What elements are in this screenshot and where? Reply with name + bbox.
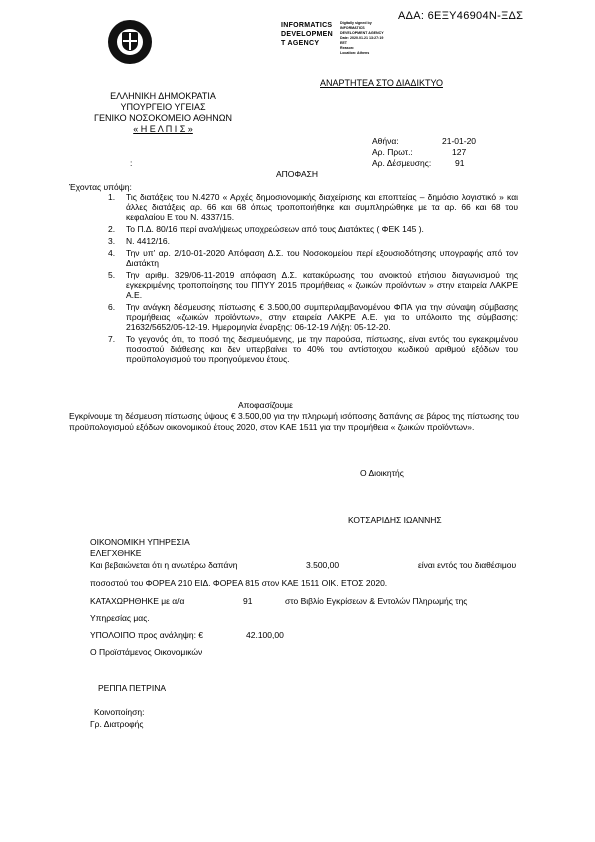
- finance-line: είναι εντός του διαθέσιμου: [418, 560, 517, 570]
- list-item: [108, 334, 518, 364]
- place-label: Αθήνα:: [372, 136, 399, 146]
- signature-line: Digitally signed by: [340, 21, 372, 25]
- item-number: 7.: [108, 334, 116, 344]
- considerations-list: [108, 192, 518, 366]
- finance-line: Υπηρεσίας μας.: [90, 613, 150, 623]
- item-number: 2.: [108, 224, 116, 234]
- list-item: [108, 224, 518, 234]
- finance-service: ΟΙΚΟΝΟΜΙΚΗ ΥΠΗΡΕΣΙΑ: [90, 537, 190, 547]
- signature-line: EET: [340, 41, 347, 45]
- decision-heading: Αποφασίζουμε: [238, 400, 293, 410]
- publish-notice: ΑΝΑΡΤΗΤΕΑ ΣΤΟ ΔΙΑΔΙΚΤΥΟ: [320, 78, 443, 88]
- signature-line: Date: 2020.01.21 13:27:19: [340, 36, 384, 40]
- commitment-label: Αρ. Δέσμευσης:: [372, 158, 432, 168]
- decision-text: Εγκρίνουμε τη δέσμευση πίστωσης ύψους € 3.500,00 για την πληρωμή ισόποσης δαπάνης σε βάρος της πίστωσης του προϋπολογισμού εξόδων οικονομικού έτους 2020, στον ΚΑΕ 1511 για την προμήθεια « ζωικών προϊόντων».: [69, 411, 519, 432]
- finance-line: ΚΑΤΑΧΩΡΗΘΗΚΕ με α/α: [90, 596, 185, 606]
- stray-colon: :: [130, 158, 133, 168]
- finance-line: στο Βιβλίο Εγκρίσεων & Εντολών Πληρωμής της: [285, 596, 468, 606]
- item-number: 5.: [108, 270, 116, 280]
- signature-line: INFORMATICS: [340, 26, 365, 30]
- signature-line: Reason:: [340, 46, 355, 50]
- date-value: 21-01-20: [442, 136, 477, 146]
- logo-line: DEVELOPMEN: [281, 31, 334, 38]
- signature-details: [340, 21, 384, 56]
- protocol-label: Αρ. Πρωτ.:: [372, 147, 413, 157]
- list-item: [108, 192, 518, 222]
- list-item: [108, 248, 518, 268]
- intro-label: Έχοντας υπόψη:: [69, 182, 132, 192]
- org-line: ΕΛΛΗΝΙΚΗ ΔΗΜΟΚΡΑΤΙΑ: [110, 91, 216, 101]
- finance-head-title: Ο Προϊστάμενος Οικονομικών: [90, 647, 203, 657]
- item-number: 3.: [108, 236, 116, 246]
- finance-checked: ΕΛΕΓΧΘΗΚΕ: [90, 548, 142, 558]
- item-text: Ν. 4412/16.: [126, 236, 170, 246]
- finance-amount: 3.500,00: [306, 560, 340, 570]
- item-text: Την αριθμ. 329/06-11-2019 απόφαση Δ.Σ. κατακύρωσης του ανοικτού ετήσιου διαγωνισμού της εγκεκριμένης τροποποίησης του ΠΠΥΥ 2015 προμήθειας « ζωικών προϊόντων » στην εταιρεία ΛΑΚΡΕ Α.Ε.: [126, 270, 518, 300]
- item-number: 6.: [108, 302, 116, 312]
- org-line: ΥΠΟΥΡΓΕΙΟ ΥΓΕΙΑΣ: [120, 102, 206, 112]
- finance-line: ποσοστού του ΦΟΡΕΑ 210 ΕΙΔ. ΦΟΡΕΑ 815 στον ΚΑΕ 1511 ΟΙΚ. ΕΤΟΣ 2020.: [90, 578, 388, 588]
- ada-code: ΑΔΑ: 6ΕΞΥ46904Ν-ΞΔΣ: [398, 10, 524, 22]
- logo-line: T AGENCY: [281, 40, 320, 47]
- signature-line: DEVELOPMENT AGENCY: [340, 31, 384, 35]
- item-text: Την ανάγκη δέσμευσης πίστωσης € 3.500,00 συμπεριλαμβανομένου ΦΠΑ για την σύναψη σύμβασης προμήθειας «ζωικών προϊόντων», στην εταιρεία ΛΑΚΡΕ Α.Ε. για το υπόλοιπο της σύμβασης: 21632/5652/05-12-19. Ημερομηνία έναρξης: 06-12-19 Λήξη: 05-12-20.: [126, 302, 518, 332]
- remaining-label: ΥΠΟΛΟΙΠΟ προς ανάληψη: €: [90, 630, 204, 640]
- org-line: « Η Ε Λ Π Ι Σ »: [133, 124, 193, 134]
- item-text: Το Π.Δ. 80/16 περί αναλήψεως υποχρεώσεων από τους Διατάκτες ( ΦΕΚ 145 ).: [126, 224, 424, 234]
- list-item: [108, 270, 518, 300]
- signature-line: Location: Athens: [340, 51, 370, 55]
- finance-line: Και βεβαιώνεται ότι η ανωτέρω δαπάνη: [90, 560, 238, 570]
- director-name: ΚΟΤΣΑΡΙΔΗΣ ΙΩΑΝΝΗΣ: [348, 515, 442, 525]
- item-number: 1.: [108, 192, 116, 202]
- logo-line: INFORMATICS: [281, 22, 333, 29]
- item-text: Το γεγονός ότι, το ποσό της δεσμευόμενης, με την παρούσα, πίστωσης, είναι εντός του εγκεκριμένου ποσοστού διάθεσης και δεν υπερβαίνει το 40% του αντίστοιχου κωδικού αριθμού εξόδων του προϋπολογισμού του προηγούμενου έτους.: [126, 334, 518, 364]
- notification-recipient: Γρ. Διατροφής: [90, 719, 144, 729]
- document-title: ΑΠΟΦΑΣΗ: [276, 169, 319, 179]
- organization-header: [94, 91, 232, 135]
- remaining-amount: 42.100,00: [246, 630, 284, 640]
- item-text: Την υπ’ αρ. 2/10-01-2020 Απόφαση Δ.Σ. του Νοσοκομείου περί εξουσιοδότησης υπογραφής από τον Διατάκτη: [126, 248, 518, 268]
- registry-number: 91: [243, 596, 253, 606]
- director-title: Ο Διοικητής: [360, 468, 404, 478]
- notification-label: Κοινοποίηση:: [94, 707, 145, 717]
- list-item: [108, 302, 518, 332]
- finance-head-name: ΡΕΠΠΑ ΠΕΤΡΙΝΑ: [98, 683, 167, 693]
- protocol-number: 127: [452, 147, 467, 157]
- item-number: 4.: [108, 248, 116, 258]
- coat-of-arms-logo: [108, 20, 152, 64]
- informatics-logo: [281, 21, 333, 48]
- item-text: Τις διατάξεις του Ν.4270 « Αρχές δημοσιονομικής διαχείρισης και εποπτείας – δημόσιο λογιστικό » και άλλες διατάξεις αρ. 66 και 68 όπως τροποποιήθηκε και συμπληρώθηκε με τα αρ. 66 και 68 του κεφαλαίου Ε του Ν. 4337/15.: [126, 192, 518, 222]
- list-item: [108, 236, 518, 246]
- commitment-number: 91: [455, 158, 465, 168]
- org-line: ΓΕΝΙΚΟ ΝΟΣΟΚΟΜΕΙΟ ΑΘΗΝΩΝ: [94, 113, 233, 123]
